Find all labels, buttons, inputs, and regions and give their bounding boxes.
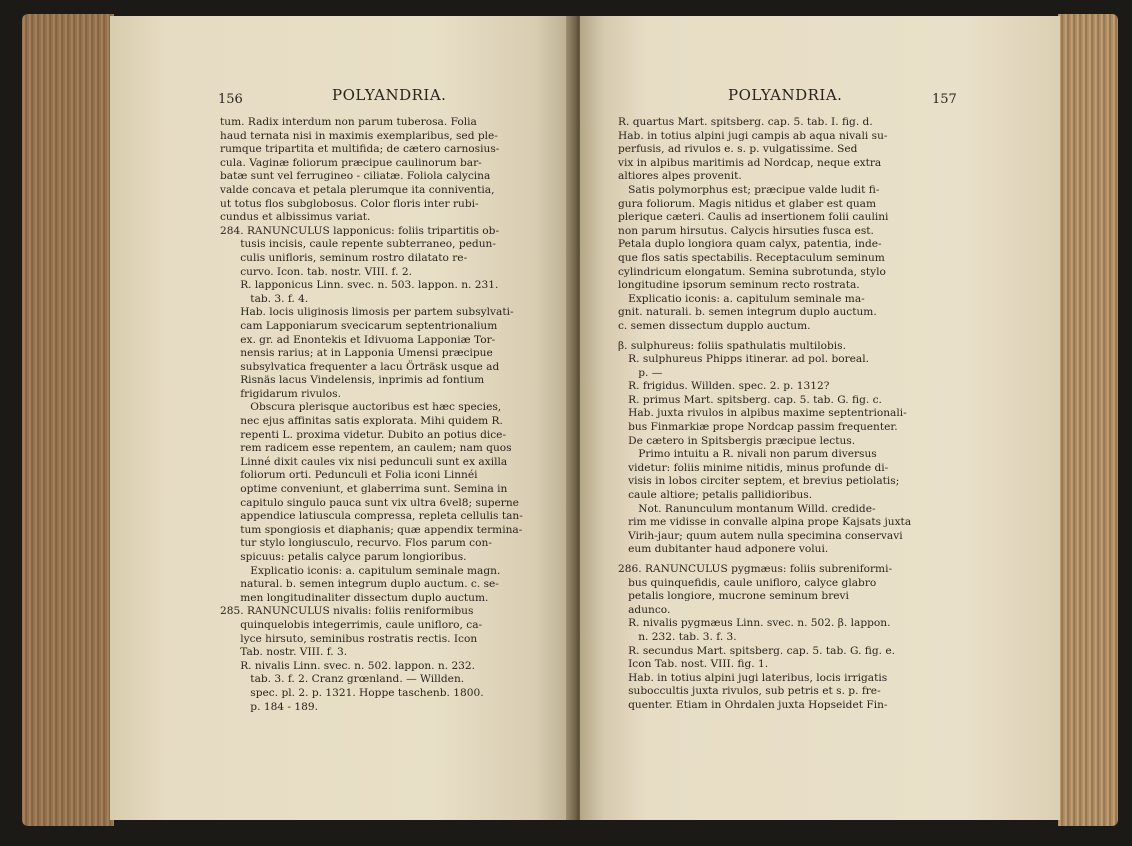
text-line: Virih-jaur; quum autem nulla specimina conservavi: [618, 529, 903, 542]
text-line: quenter. Etiam in Ohrdalen juxta Hopseidet Fin-: [618, 698, 888, 711]
text-line: 286. RANUNCULUS pygmæus: foliis subreniformi-: [618, 563, 893, 575]
text-line: Primo intuitu a R. nivali non parum diversus: [618, 448, 877, 461]
text-line: cylindricum elongatum. Semina subrotunda, stylo: [618, 265, 886, 278]
text-line: que flos satis spectabilis. Receptaculum seminum: [618, 251, 885, 264]
text-line: lyce hirsuto, seminibus rostratis rectis. Icon: [220, 632, 478, 645]
text-line: non parum hirsutus. Calycis hirsuties fusca est.: [618, 224, 874, 237]
text-line: rumque tripartita et multifida; de cætero carnosius-: [220, 143, 500, 156]
text-line: videtur: foliis minime nitidis, minus profunde di-: [618, 461, 889, 474]
text-line: nensis rarius; at in Lapponia Umensi præcipue: [220, 347, 493, 360]
text-line: R. sulphureus Phipps itinerar. ad pol. boreal.: [618, 353, 870, 366]
text-line: tum spongiosis et diaphanis; quæ appendix termina-: [220, 523, 523, 536]
text-line: Hab. juxta rivulos in alpibus maxime septentrionali-: [618, 407, 907, 420]
page-number-left: 156: [218, 92, 243, 107]
running-head-left: POLYANDRIA.: [332, 86, 447, 104]
text-line: longitudine ipsorum seminum recto rostrata.: [618, 279, 860, 292]
text-line: natural. b. semen integrum duplo auctum. c. se-: [220, 578, 499, 591]
text-line: vix in alpibus maritimis ad Nordcap, neque extra: [618, 156, 882, 169]
right-page: [580, 16, 1060, 820]
left-page-text: [220, 116, 523, 714]
text-line: De cætero in Spitsbergis præcipue lectus.: [618, 434, 856, 447]
text-line: tum. Radix interdum non parum tuberosa. Folia: [220, 116, 477, 128]
page-edges-left: [22, 14, 114, 826]
text-line: petalis longiore, mucrone seminum brevi: [618, 590, 849, 603]
text-line: cula. Vaginæ foliorum præcipue caulinorum bar-: [220, 156, 482, 169]
text-line: R. secundus Mart. spitsberg. cap. 5. tab. G. fig. e.: [618, 644, 896, 657]
text-line: Risnäs lacus Vindelensis, inprimis ad fontium: [220, 374, 485, 387]
text-line: nec ejus affinitas satis explorata. Mihi quidem R.: [220, 415, 503, 428]
text-line: spec. pl. 2. p. 1321. Hoppe taschenb. 1800.: [220, 686, 484, 699]
text-line: Hab. locis uliginosis limosis per partem subsylvati-: [220, 306, 514, 319]
text-line: repenti L. proxima videtur. Dubito an potius dice-: [220, 428, 507, 441]
text-line: eum dubitanter haud adponere volui.: [618, 543, 829, 556]
text-line: cundus et albissimus variat.: [220, 211, 371, 224]
text-line: rem radicem esse repentem, an caulem; nam quos: [220, 442, 512, 455]
text-line: culis unifloris, seminum rostro dilatato re-: [220, 251, 468, 264]
running-head-right: POLYANDRIA.: [728, 86, 843, 104]
text-line: foliorum orti. Pedunculi et Folia iconi Linnéi: [220, 469, 478, 482]
text-line: plerique cæteri. Caulis ad insertionem folii caulini: [618, 211, 889, 224]
text-line: optime conveniunt, et glaberrima sunt. Semina in: [220, 483, 508, 496]
text-line: Linné dixit caules vix nisi pedunculi sunt ex axilla: [220, 455, 508, 468]
text-line: Hab. in totius alpini jugi lateribus, locis irrigatis: [618, 671, 888, 684]
text-line: Explicatio iconis: a. capitulum seminale ma-: [618, 292, 865, 305]
text-line: R. lapponicus Linn. svec. n. 503. lappon. n. 231.: [220, 279, 499, 292]
text-line: subsylvatica frequenter a lacu Örträsk usque ad: [220, 360, 500, 373]
text-line: visis in lobos circiter septem, et brevius petiolatis;: [618, 475, 900, 488]
text-line: p. 184 - 189.: [220, 700, 318, 713]
text-line: haud ternata nisi in maximis exemplaribus, sed ple-: [220, 129, 498, 142]
text-line: batæ sunt vel ferrugineo - ciliatæ. Foliola calycina: [220, 170, 491, 183]
text-line: appendice latiuscula compressa, repleta cellulis tan-: [220, 510, 523, 523]
text-line: tab. 3. f. 4.: [220, 292, 309, 305]
text-line: spicuus: petalis calyce parum longioribus.: [220, 551, 467, 563]
text-line: R. frigidus. Willden. spec. 2. p. 1312?: [618, 380, 830, 393]
text-line: suboccultis juxta rivulos, sub petris et s. p. fre-: [618, 685, 881, 698]
text-line: curvo. Icon. tab. nostr. VIII. f. 2.: [220, 265, 412, 278]
text-line: Not. Ranunculum montanum Willd. credide-: [618, 502, 876, 515]
text-line: tur stylo longiusculo, recurvo. Flos parum con-: [220, 537, 492, 550]
text-line: β. sulphureus: foliis spathulatis multilobis.: [618, 339, 846, 352]
text-line: ut totus flos subglobosus. Color floris inter rubi-: [220, 197, 479, 210]
text-line: quinquelobis integerrimis, caule unifloro, ca-: [220, 618, 483, 631]
text-line: Satis polymorphus est; præcipue valde ludit fi-: [618, 183, 880, 196]
text-line: capitulo singulo pauca sunt vix ultra 6vel8; superne: [220, 496, 519, 509]
text-line: gnit. naturali. b. semen integrum duplo auctum.: [618, 306, 877, 319]
text-line: R. primus Mart. spitsberg. cap. 5. tab. G. fig. c.: [618, 393, 882, 406]
text-line: frigidarum rivulos.: [220, 387, 341, 400]
text-line: gura foliorum. Magis nitidus et glaber est quam: [618, 197, 877, 210]
text-line: R. nivalis Linn. svec. n. 502. lappon. n. 232.: [220, 659, 476, 672]
text-line: 284. RANUNCULUS lapponicus: foliis tripartitis ob-: [220, 224, 500, 237]
text-line: 285. RANUNCULUS nivalis: foliis reniformibus: [220, 605, 474, 618]
left-page: [110, 16, 573, 820]
text-line: p. —: [618, 366, 663, 379]
text-line: rim me vidisse in convalle alpina prope Kajsats juxta: [618, 516, 912, 529]
text-line: R. nivalis pygmæus Linn. svec. n. 502. β. lappon.: [618, 617, 891, 630]
text-line: Icon Tab. nost. VIII. fig. 1.: [618, 658, 769, 671]
text-line: perfusis, ad rivulos e. s. p. vulgatissime. Sed: [618, 143, 858, 156]
text-line: Explicatio iconis: a. capitulum seminale magn.: [220, 564, 501, 577]
text-line: cam Lapponiarum svecicarum septentrionalium: [220, 319, 498, 332]
text-line: ex. gr. ad Enontekis et Idivuoma Lapponiæ Tor-: [220, 333, 496, 346]
text-line: tab. 3. f. 2. Cranz grœnland. — Willden.: [220, 673, 465, 686]
text-line: n. 232. tab. 3. f. 3.: [618, 630, 737, 643]
text-line: Obscura plerisque auctoribus est hæc species,: [220, 401, 502, 414]
text-line: caule altiore; petalis pallidioribus.: [618, 489, 813, 502]
text-line: bus quinquefidis, caule unifloro, calyce glabro: [618, 576, 877, 589]
text-line: bus Finmarkiæ prope Nordcap passim frequenter.: [618, 421, 898, 434]
page-number-right: 157: [932, 92, 957, 107]
text-line: men longitudinaliter dissectum duplo auctum.: [220, 591, 489, 604]
text-line: c. semen dissectum dupplo auctum.: [618, 319, 811, 332]
text-line: Tab. nostr. VIII. f. 3.: [220, 646, 348, 659]
text-line: Petala duplo longiora quam calyx, patentia, inde-: [618, 238, 882, 251]
text-line: R. quartus Mart. spitsberg. cap. 5. tab. I. fig. d.: [618, 116, 873, 128]
right-page-text: [618, 116, 911, 713]
text-line: Hab. in totius alpini jugi campis ab aqua nivali su-: [618, 129, 888, 142]
text-line: tusis incisis, caule repente subterraneo, pedun-: [220, 238, 496, 251]
text-line: altiores alpes provenit.: [618, 170, 742, 183]
text-line: adunco.: [618, 603, 671, 616]
page-edges-right: [1058, 14, 1118, 826]
text-line: valde concava et petala plerumque ita conniventia,: [220, 183, 495, 196]
